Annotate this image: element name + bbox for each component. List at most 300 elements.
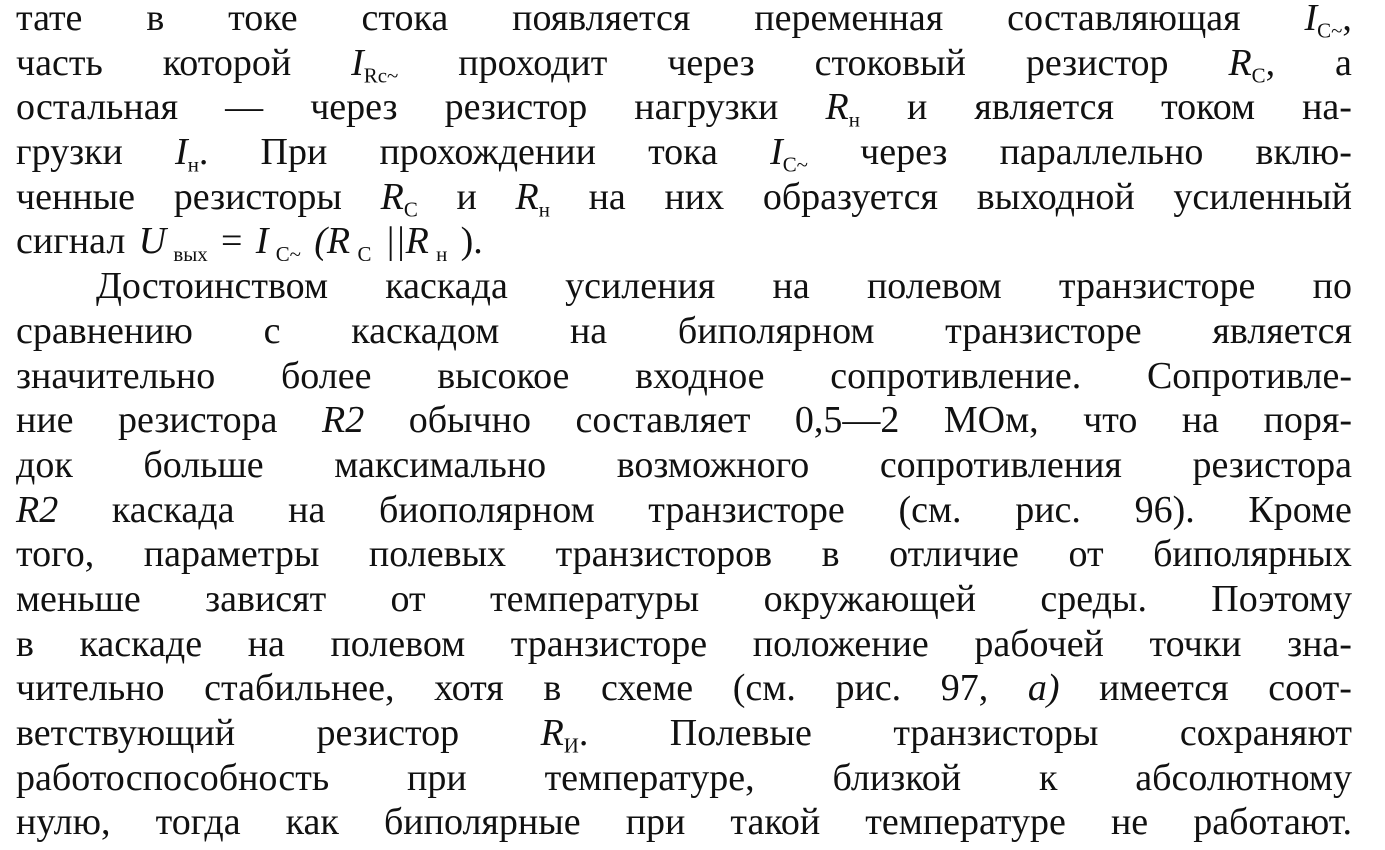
word: R bbox=[515, 175, 539, 218]
word-group bbox=[815, 41, 966, 86]
word: Полевые bbox=[669, 712, 812, 754]
word-group bbox=[1015, 488, 1081, 533]
word: часть bbox=[16, 41, 103, 84]
word: проходит bbox=[458, 41, 608, 84]
word-group bbox=[1302, 85, 1352, 130]
word-group bbox=[907, 85, 927, 130]
word: каскада bbox=[111, 488, 235, 531]
word: ние bbox=[16, 399, 74, 442]
word-group bbox=[667, 41, 754, 86]
word-group bbox=[589, 175, 626, 220]
word-group bbox=[385, 264, 508, 309]
word-group bbox=[1248, 488, 1352, 533]
word-group bbox=[16, 622, 34, 667]
word: чительно bbox=[16, 667, 165, 710]
subscript: C~ bbox=[275, 241, 301, 266]
text-line bbox=[16, 711, 1352, 756]
word: схеме bbox=[600, 667, 694, 710]
word: I bbox=[175, 131, 188, 174]
word: ветствующий bbox=[16, 712, 236, 754]
word-group bbox=[409, 398, 531, 443]
word: 97, bbox=[940, 667, 989, 710]
word-group bbox=[1007, 0, 1241, 41]
word: транзисторе bbox=[945, 309, 1142, 352]
subscript: C~ bbox=[1317, 18, 1343, 43]
word: больше bbox=[143, 443, 264, 486]
word: резистор bbox=[316, 712, 460, 754]
word-group bbox=[763, 175, 938, 220]
word: хотя bbox=[434, 667, 504, 710]
word: грузки bbox=[16, 131, 123, 174]
word: образуется bbox=[762, 175, 939, 218]
word-group bbox=[16, 800, 111, 845]
word-group bbox=[225, 85, 263, 130]
word-group bbox=[626, 800, 686, 845]
word: стоковый bbox=[814, 41, 966, 84]
word: токе bbox=[228, 0, 298, 39]
word: переменная bbox=[754, 0, 944, 39]
word: резистор bbox=[444, 86, 588, 129]
word-group bbox=[833, 756, 962, 801]
word: . bbox=[578, 712, 589, 754]
word-group bbox=[16, 398, 74, 443]
text-line bbox=[16, 622, 1352, 667]
word-group bbox=[281, 354, 372, 399]
word: среды. bbox=[1040, 577, 1147, 620]
word-group bbox=[16, 130, 123, 175]
word-group bbox=[379, 488, 595, 533]
word: полевом bbox=[866, 265, 1002, 308]
word-group bbox=[16, 443, 73, 488]
word: тате bbox=[16, 0, 83, 39]
word: транзисторе bbox=[510, 622, 708, 665]
word: соот- bbox=[1268, 667, 1352, 710]
word: в bbox=[16, 622, 34, 665]
word: (см. bbox=[732, 667, 796, 710]
word-group bbox=[773, 264, 810, 309]
word-group bbox=[16, 41, 103, 86]
word-group bbox=[889, 532, 1019, 577]
word-group bbox=[1161, 85, 1255, 130]
word: максимально bbox=[334, 443, 547, 486]
word-group bbox=[456, 175, 476, 220]
word-group bbox=[898, 488, 961, 533]
word-group bbox=[16, 309, 193, 354]
word-group bbox=[391, 577, 426, 622]
word: сопротивления bbox=[879, 443, 1122, 486]
word-group bbox=[1028, 666, 1060, 711]
word-group bbox=[733, 666, 796, 711]
word: рабочей bbox=[974, 622, 1104, 665]
word-group bbox=[1313, 264, 1352, 309]
word: через bbox=[667, 41, 755, 84]
word-group bbox=[825, 85, 859, 142]
word: I bbox=[351, 41, 364, 84]
text-line bbox=[16, 264, 1352, 309]
word-group bbox=[1256, 130, 1352, 175]
word: биполярных bbox=[1153, 533, 1352, 576]
text-line bbox=[16, 41, 1352, 86]
word-group bbox=[379, 130, 595, 175]
word: усиления bbox=[565, 265, 716, 308]
text-line bbox=[16, 130, 1352, 175]
word: них bbox=[664, 175, 725, 218]
word-group bbox=[310, 85, 397, 130]
word-group bbox=[1068, 532, 1103, 577]
subscript: C~ bbox=[782, 152, 808, 177]
word: как bbox=[285, 801, 339, 844]
word-group bbox=[648, 130, 718, 175]
word-group bbox=[1099, 666, 1229, 711]
subscript: н bbox=[848, 107, 860, 132]
word: и bbox=[906, 86, 928, 129]
word-group bbox=[156, 800, 241, 845]
word-group bbox=[1153, 532, 1352, 577]
subscript: И bbox=[563, 733, 579, 758]
text-line bbox=[16, 800, 1352, 845]
word-group bbox=[264, 309, 281, 354]
word: составляет bbox=[575, 399, 751, 442]
word-group bbox=[860, 130, 947, 175]
text-line bbox=[16, 309, 1352, 354]
word: зна- bbox=[1287, 622, 1352, 665]
word: R bbox=[380, 175, 404, 218]
word: док bbox=[16, 443, 73, 486]
word: меньше bbox=[16, 577, 141, 620]
word-group bbox=[16, 488, 58, 533]
word: является bbox=[1212, 309, 1352, 352]
word-group bbox=[437, 354, 569, 399]
word: на bbox=[247, 622, 285, 665]
word-group bbox=[330, 622, 465, 667]
word: сигнал bbox=[16, 220, 126, 263]
word: такой bbox=[730, 801, 821, 844]
word: вклю- bbox=[1255, 131, 1352, 174]
text-line bbox=[16, 666, 1352, 711]
word: составляющая bbox=[1007, 0, 1241, 39]
word: стабильнее, bbox=[204, 667, 395, 710]
word-group bbox=[1000, 130, 1204, 175]
word: биполярном bbox=[677, 309, 875, 352]
word: в bbox=[821, 533, 840, 576]
word-group bbox=[795, 398, 900, 443]
word-group bbox=[1192, 443, 1352, 488]
word: работоспособность bbox=[16, 756, 330, 799]
word: через bbox=[310, 86, 398, 129]
word: поря- bbox=[1263, 399, 1352, 442]
word-group bbox=[617, 443, 810, 488]
word-group bbox=[1335, 41, 1352, 86]
word: каскада bbox=[385, 265, 508, 308]
word: на- bbox=[1302, 86, 1352, 129]
subscript: вых bbox=[173, 241, 208, 266]
word: работают. bbox=[1193, 801, 1352, 844]
word-group bbox=[670, 711, 812, 756]
word-group bbox=[407, 756, 467, 801]
word-group bbox=[174, 175, 342, 220]
word: отличие bbox=[889, 533, 1019, 576]
word: которой bbox=[162, 41, 292, 84]
text-line bbox=[16, 219, 1352, 264]
word: на bbox=[288, 488, 326, 531]
word-group bbox=[286, 800, 339, 845]
word-group bbox=[1193, 800, 1352, 845]
word-group bbox=[974, 622, 1104, 667]
text-line bbox=[16, 354, 1352, 399]
word: 0,5—2 bbox=[794, 399, 900, 442]
word: температуре, bbox=[544, 756, 755, 799]
word-group bbox=[322, 398, 364, 443]
text-line bbox=[16, 85, 1352, 130]
word-group bbox=[515, 175, 549, 232]
word: Сопротивле- bbox=[1146, 354, 1352, 397]
word: ||R bbox=[384, 220, 429, 263]
word-group bbox=[334, 443, 546, 488]
word: резистора bbox=[1192, 443, 1352, 486]
word: рис. bbox=[1015, 488, 1081, 531]
word-group bbox=[835, 666, 901, 711]
word-group bbox=[146, 0, 164, 41]
word-group bbox=[16, 175, 135, 220]
word: более bbox=[280, 354, 372, 397]
word: нулю, bbox=[16, 801, 111, 844]
word-group bbox=[1212, 309, 1352, 354]
word: не bbox=[1110, 801, 1149, 844]
word-group bbox=[601, 666, 693, 711]
word-group bbox=[261, 130, 328, 175]
word: транзисторе bbox=[648, 488, 845, 531]
word: на bbox=[588, 175, 626, 218]
word-group bbox=[490, 577, 699, 622]
word: температуре bbox=[865, 801, 1066, 844]
word-group bbox=[556, 532, 773, 577]
word: рис. bbox=[835, 667, 902, 710]
word-group bbox=[144, 532, 320, 577]
word-group bbox=[369, 532, 506, 577]
word-group bbox=[545, 756, 755, 801]
subscript: C bbox=[357, 241, 372, 266]
word: I bbox=[255, 220, 269, 263]
word: через bbox=[860, 131, 948, 174]
word-group bbox=[458, 41, 607, 86]
word: а bbox=[1335, 41, 1352, 84]
word-group bbox=[753, 622, 929, 667]
word: выходной bbox=[976, 175, 1135, 218]
word: того, bbox=[16, 533, 95, 576]
text-line bbox=[16, 443, 1352, 488]
word: U bbox=[138, 220, 167, 263]
word-group bbox=[565, 264, 715, 309]
word: имеется bbox=[1099, 667, 1229, 710]
word-group bbox=[1180, 711, 1352, 756]
word-group bbox=[678, 309, 875, 354]
word-group bbox=[204, 666, 394, 711]
document-page bbox=[16, 0, 1352, 845]
word-group bbox=[974, 85, 1114, 130]
subscript: Rc~ bbox=[363, 63, 399, 87]
word: положение bbox=[752, 622, 929, 665]
word: в bbox=[543, 667, 562, 710]
word: и bbox=[456, 175, 477, 218]
word: нагрузки bbox=[634, 86, 779, 129]
word-group bbox=[351, 309, 499, 354]
subscript: C bbox=[1251, 63, 1266, 87]
word: при bbox=[625, 801, 686, 844]
word: обычно bbox=[408, 399, 531, 442]
word: зависят bbox=[205, 577, 327, 620]
word: R bbox=[825, 86, 849, 129]
word-group bbox=[1287, 622, 1352, 667]
word-group bbox=[664, 175, 724, 220]
word-group bbox=[228, 0, 298, 41]
text-line bbox=[16, 577, 1352, 622]
word: является bbox=[974, 86, 1114, 129]
word-group bbox=[570, 309, 607, 354]
word-group bbox=[1059, 264, 1255, 309]
text-line bbox=[16, 175, 1352, 220]
word-group bbox=[1026, 41, 1169, 86]
text-line bbox=[16, 488, 1352, 533]
word: При bbox=[260, 131, 328, 174]
word: сохраняют bbox=[1179, 712, 1352, 754]
word-group bbox=[634, 85, 778, 130]
word-group bbox=[1147, 354, 1352, 399]
word: прохождении bbox=[379, 131, 596, 174]
word: высокое bbox=[437, 354, 570, 397]
word: к bbox=[1038, 756, 1058, 799]
word-group bbox=[16, 532, 94, 577]
word-group bbox=[941, 666, 989, 711]
word-group bbox=[16, 711, 235, 756]
word: биополярном bbox=[379, 488, 595, 531]
word-group bbox=[1211, 577, 1352, 622]
subscript: н bbox=[436, 241, 448, 266]
word-group bbox=[16, 666, 165, 711]
word-group bbox=[1173, 175, 1352, 220]
word-group bbox=[822, 532, 840, 577]
word: возможного bbox=[616, 443, 810, 486]
word: I bbox=[770, 131, 783, 174]
word: Достоинством bbox=[96, 265, 328, 308]
word-group bbox=[16, 85, 178, 130]
word: абсолютному bbox=[1135, 756, 1352, 799]
word: сравнению bbox=[16, 309, 193, 352]
subscript: н bbox=[538, 197, 550, 222]
word: а) bbox=[1027, 667, 1060, 710]
text-line bbox=[16, 756, 1352, 801]
word: током bbox=[1161, 86, 1256, 129]
word-group bbox=[575, 398, 750, 443]
word: I bbox=[1304, 0, 1318, 39]
word-group bbox=[1083, 398, 1137, 443]
word: = bbox=[221, 220, 243, 263]
word: транзисторе bbox=[1058, 265, 1256, 308]
word: на bbox=[1181, 399, 1220, 442]
word-group bbox=[96, 264, 328, 309]
word: от bbox=[1068, 533, 1104, 576]
word-group bbox=[288, 488, 325, 533]
word: (R bbox=[314, 220, 351, 263]
word: резисторы bbox=[173, 175, 342, 218]
word: что bbox=[1083, 399, 1138, 442]
word-group bbox=[112, 488, 235, 533]
word: (см. bbox=[898, 488, 962, 531]
word-group bbox=[1149, 622, 1241, 667]
word: входное bbox=[635, 354, 765, 397]
word: на bbox=[772, 265, 810, 308]
word-group bbox=[16, 219, 125, 264]
word: по bbox=[1312, 265, 1352, 308]
word-group bbox=[730, 800, 820, 845]
word-group bbox=[445, 85, 588, 130]
word-group bbox=[511, 622, 707, 667]
word-group bbox=[1182, 398, 1219, 443]
text-line bbox=[16, 532, 1352, 577]
word: параметры bbox=[143, 533, 320, 576]
word: 96). bbox=[1134, 488, 1195, 531]
word-group bbox=[977, 175, 1135, 220]
word: сопротивление. bbox=[830, 354, 1082, 397]
word-group bbox=[143, 443, 263, 488]
word-group bbox=[362, 0, 449, 41]
word: параллельно bbox=[999, 131, 1204, 174]
word-group bbox=[384, 800, 581, 845]
word-group bbox=[317, 711, 460, 756]
word-group bbox=[16, 756, 329, 801]
word-group bbox=[1264, 398, 1352, 443]
word-group bbox=[16, 354, 215, 399]
word: . bbox=[198, 131, 209, 174]
word: тока bbox=[648, 131, 718, 174]
word: каскадом bbox=[351, 309, 500, 352]
word-group bbox=[867, 264, 1002, 309]
word: появляется bbox=[512, 0, 691, 39]
word: биполярные bbox=[383, 801, 581, 844]
word-group bbox=[205, 577, 326, 622]
subscript: C bbox=[403, 197, 418, 222]
word: близкой bbox=[832, 756, 962, 799]
word: тогда bbox=[155, 801, 241, 844]
word: Поэтому bbox=[1211, 577, 1352, 620]
word: остальная bbox=[16, 86, 179, 129]
word-group bbox=[945, 309, 1141, 354]
word-group bbox=[80, 622, 203, 667]
word-group bbox=[893, 711, 1098, 756]
word-group bbox=[1111, 800, 1148, 845]
word-group bbox=[221, 219, 242, 264]
word: R2 bbox=[16, 488, 59, 531]
word-group bbox=[163, 41, 291, 86]
word-group bbox=[865, 800, 1066, 845]
word: , bbox=[1265, 41, 1276, 84]
word: от bbox=[390, 577, 426, 620]
word-group bbox=[16, 577, 141, 622]
word-group bbox=[543, 666, 561, 711]
subscript: н bbox=[187, 152, 199, 177]
word-group bbox=[754, 0, 943, 41]
word: с bbox=[263, 309, 281, 352]
word: МОм, bbox=[943, 399, 1039, 442]
word-group bbox=[1040, 577, 1147, 622]
word: усиленный bbox=[1173, 175, 1352, 218]
word-group bbox=[512, 0, 690, 41]
word: R bbox=[540, 712, 564, 754]
word-group bbox=[1268, 666, 1352, 711]
word: Кроме bbox=[1248, 488, 1352, 531]
word-group bbox=[248, 622, 285, 667]
word: резистор bbox=[1025, 41, 1169, 84]
word-group bbox=[1135, 756, 1352, 801]
